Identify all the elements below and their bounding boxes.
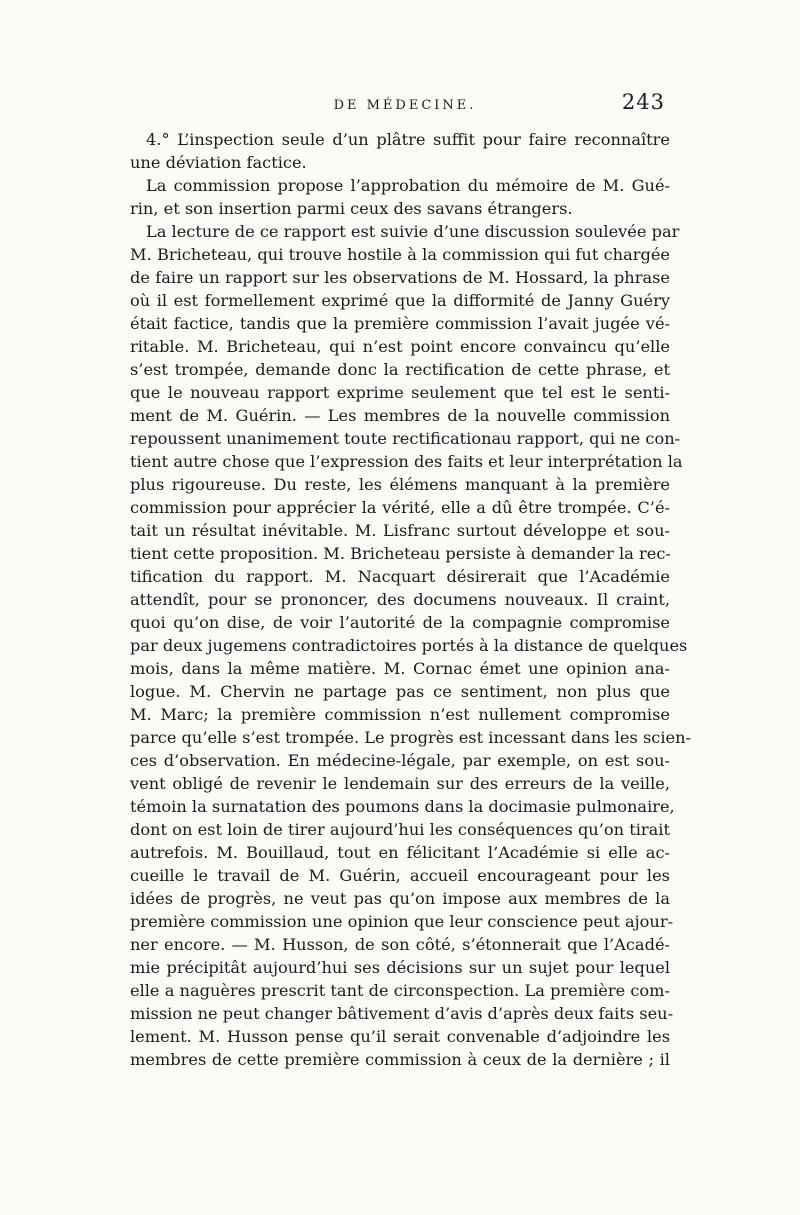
text-line: idées de progrès, ne veut pas qu’on impose aux membres de la: [130, 889, 670, 908]
text-line: par deux jugemens contradictoires portés à la distance de quelques: [130, 636, 688, 655]
text-line: autrefois. M. Bouillaud, tout en félicitant l’Académie si elle ac-: [130, 843, 670, 862]
text-line: mois, dans la même matière. M. Cornac émet une opinion ana-: [130, 659, 670, 678]
text-line: tient cette proposition. M. Bricheteau persiste à demander la rec-: [130, 544, 671, 563]
text-line: rin, et son insertion parmi ceux des savans étrangers.: [130, 199, 573, 218]
text-line: de faire un rapport sur les observations de M. Hossard, la phrase: [130, 268, 670, 287]
text-line: quoi qu’on dise, de voir l’autorité de la compagnie compromise: [130, 613, 670, 632]
text-line: mission ne peut changer bâtivement d’avis d’après deux faits seu-: [130, 1004, 674, 1023]
text-line: ment de M. Guérin. — Les membres de la nouvelle commission: [130, 406, 670, 425]
text-line: elle a naguères prescrit tant de circonspection. La première com-: [130, 981, 670, 1000]
text-line: commission pour apprécier la vérité, elle a dû être trompée. C’é-: [130, 498, 670, 517]
running-head: DE MÉDECINE.: [333, 98, 477, 113]
text-line: repoussent unanimement toute rectificationau rapport, qui ne con-: [130, 429, 681, 448]
text-line: une déviation factice.: [130, 153, 307, 172]
text-line: ner encore. — M. Husson, de son côté, s’étonnerait que l’Acadé-: [130, 935, 670, 954]
text-line: mie précipitât aujourd’hui ses décisions sur un sujet pour lequel: [130, 958, 670, 977]
text-line: vent obligé de revenir le lendemain sur des erreurs de la veille,: [130, 774, 670, 793]
text-line: 4.° L’inspection seule d’un plâtre suffit pour faire reconnaître: [146, 130, 670, 149]
text-line: tification du rapport. M. Nacquart désirerait que l’Académie: [130, 567, 670, 586]
text-line: tait un résultat inévitable. M. Lisfranc surtout développe et sou-: [130, 521, 670, 540]
text-line: première commission une opinion que leur conscience peut ajour-: [130, 912, 674, 931]
text-line: tient autre chose que l’expression des faits et leur interprétation la: [130, 452, 683, 471]
text-line: s’est trompée, demande donc la rectification de cette phrase, et: [130, 360, 670, 379]
text-line: M. Marc; la première commission n’est nullement compromise: [130, 705, 670, 724]
text-line: que le nouveau rapport exprime seulement que tel est le senti-: [130, 383, 670, 402]
text-line: plus rigoureuse. Du reste, les élémens manquant à la première: [130, 475, 670, 494]
text-line: cueille le travail de M. Guérin, accueil encourageant pour les: [130, 866, 670, 885]
text-line: ritable. M. Bricheteau, qui n’est point encore convaincu qu’elle: [130, 337, 670, 356]
text-line: où il est formellement exprimé que la difformité de Janny Guéry: [130, 291, 670, 310]
text-line: témoin la surnatation des poumons dans la docimasie pulmonaire,: [130, 797, 675, 816]
text-line: La lecture de ce rapport est suivie d’une discussion soulevée par: [146, 222, 680, 241]
text-line: parce qu’elle s’est trompée. Le progrès est incessant dans les scien-: [130, 728, 691, 747]
text-line: logue. M. Chervin ne partage pas ce sentiment, non plus que: [130, 682, 670, 701]
text-line: La commission propose l’approbation du mémoire de M. Gué-: [146, 176, 670, 195]
text-line: membres de cette première commission à ceux de la dernière ; il: [130, 1050, 670, 1069]
text-line: était factice, tandis que la première commission l’avait jugée vé-: [130, 314, 670, 333]
page-number: 243: [621, 90, 665, 114]
text-line: lement. M. Husson pense qu’il serait convenable d’adjoindre les: [130, 1027, 670, 1046]
text-line: ces d’observation. En médecine-légale, par exemple, on est sou-: [130, 751, 670, 770]
page-header: [145, 92, 665, 122]
text-line: dont on est loin de tirer aujourd’hui les conséquences qu’on tirait: [130, 820, 670, 839]
text-line: M. Bricheteau, qui trouve hostile à la commission qui fut chargée: [130, 245, 670, 264]
page-body: [130, 128, 691, 1071]
text-line: attendît, pour se prononcer, des documens nouveaux. Il craint,: [130, 590, 670, 609]
